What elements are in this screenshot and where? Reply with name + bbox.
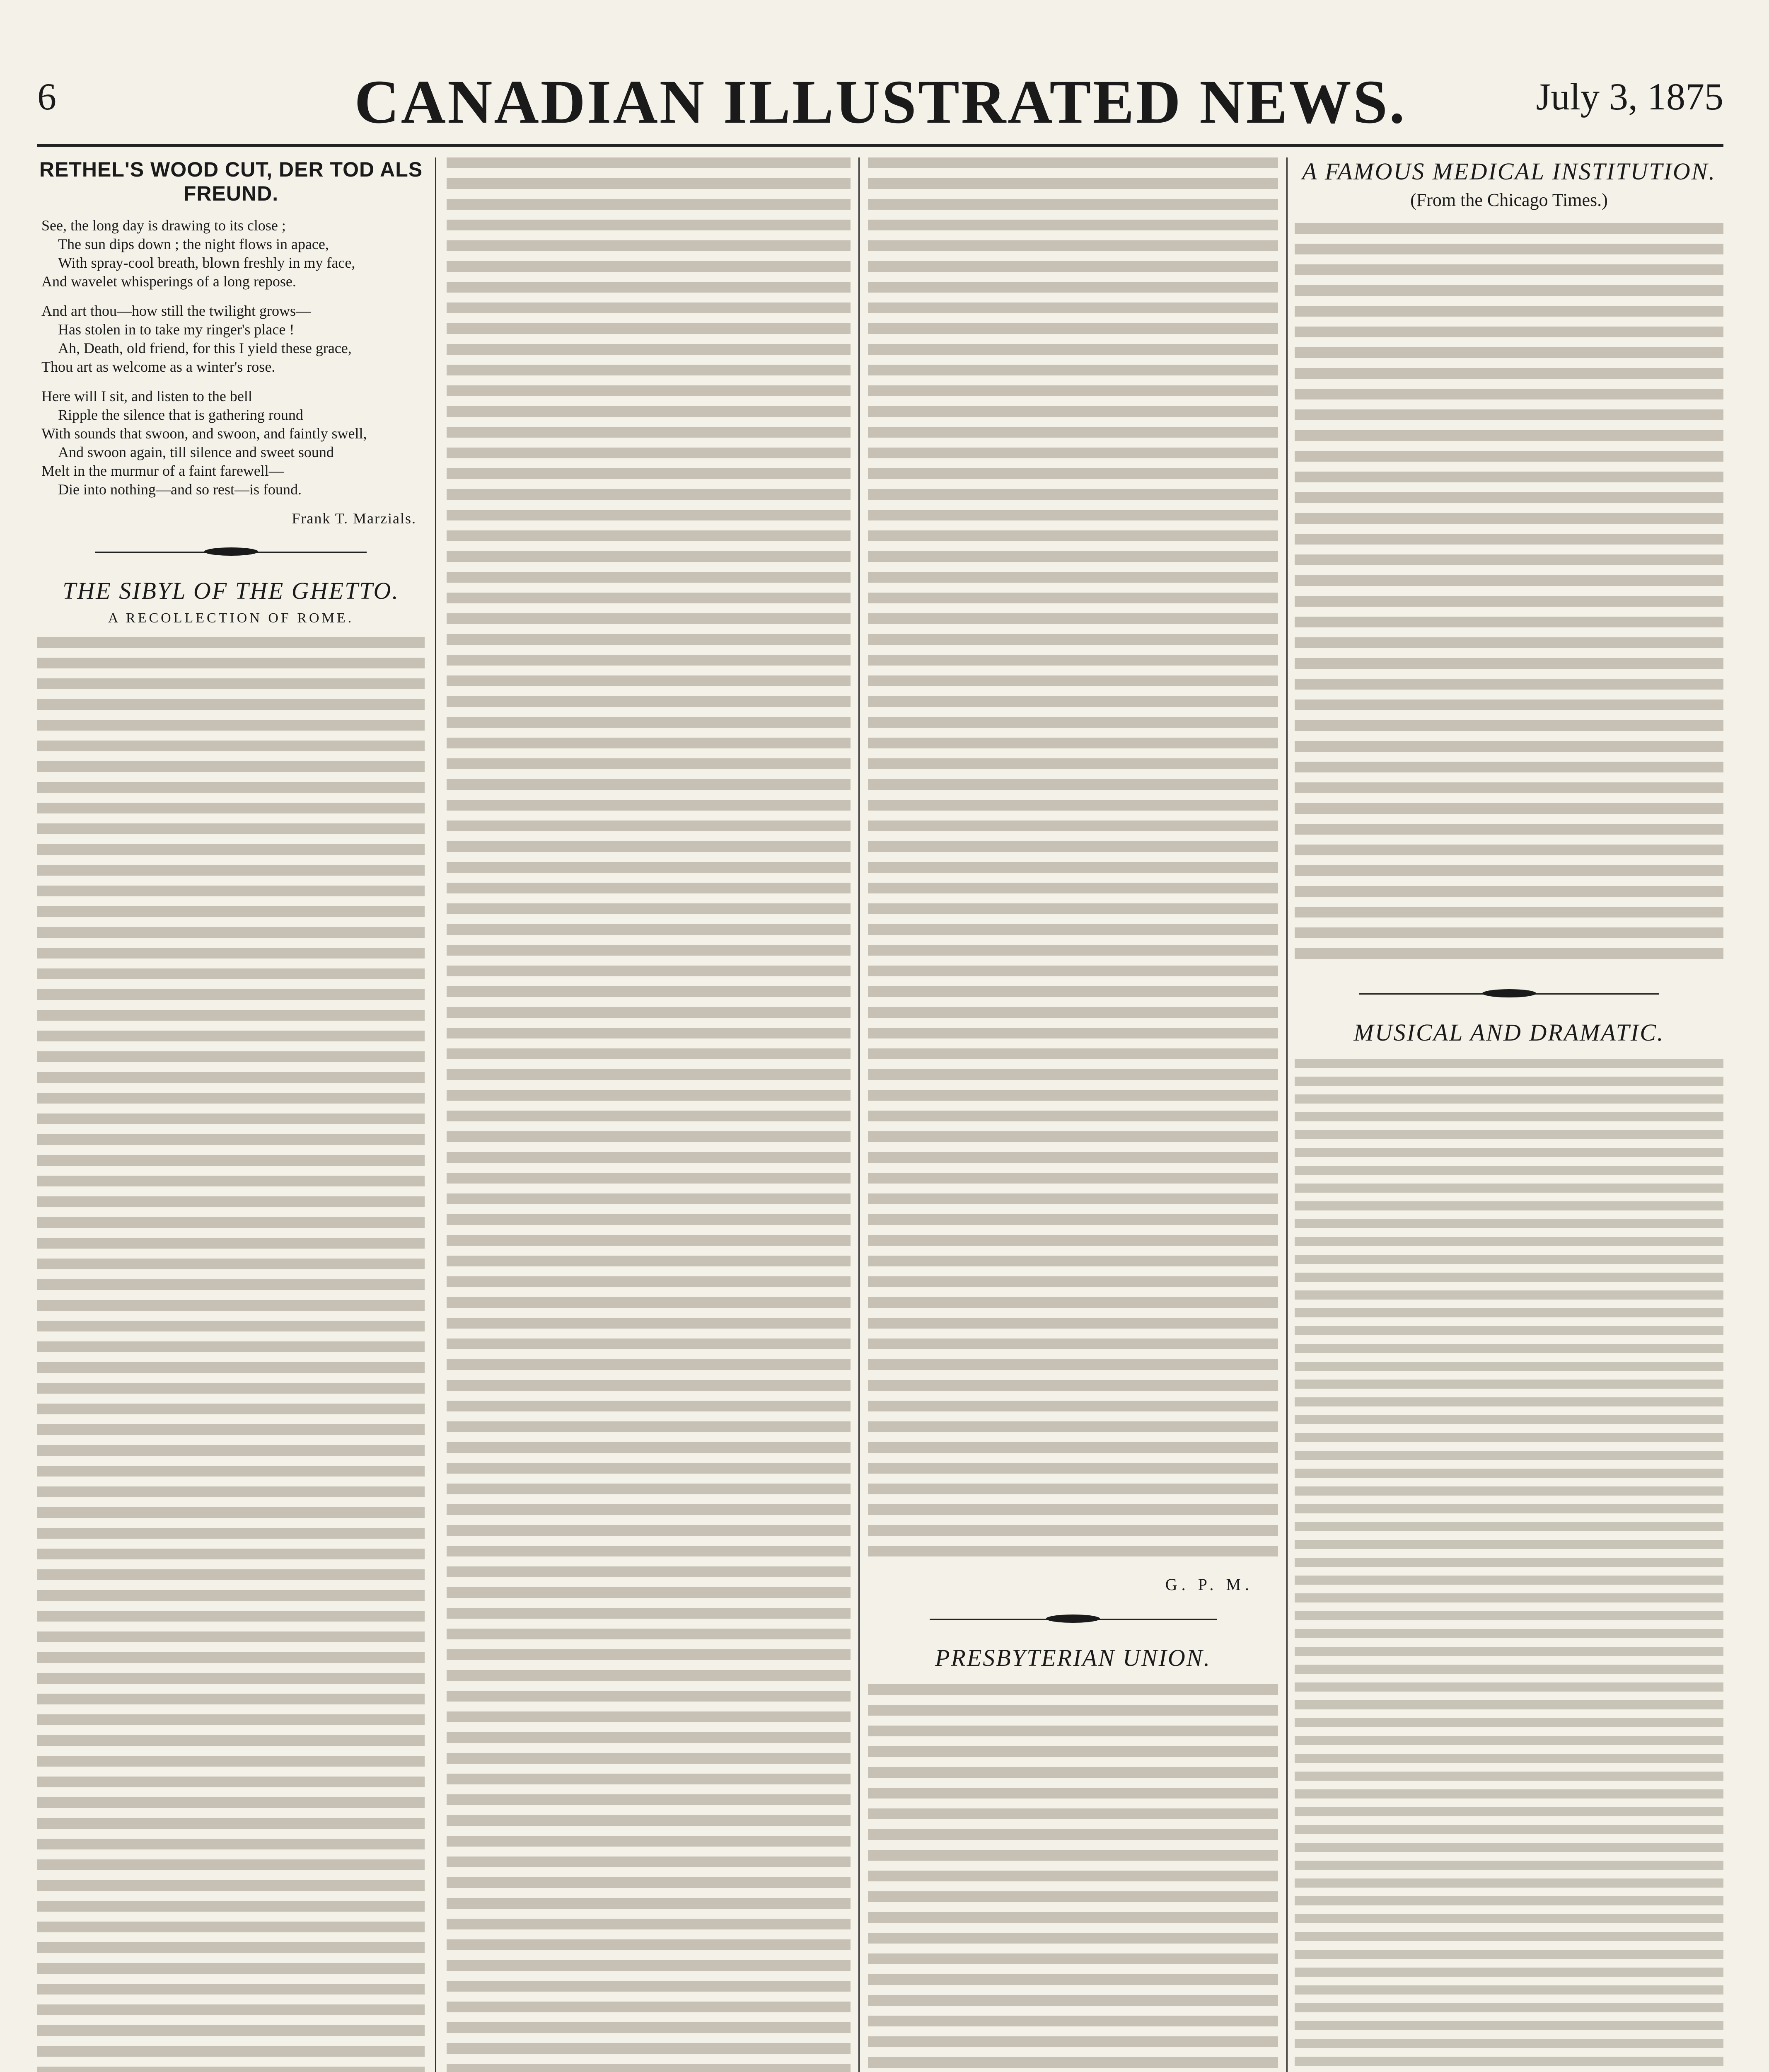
article-source: (From the Chicago Times.) (1410, 190, 1608, 210)
masthead (37, 62, 1723, 145)
section-divider (37, 544, 425, 560)
poem-line: Ripple the silence that is gathering round (58, 407, 303, 423)
poem-line: Here will I sit, and listen to the bell (41, 388, 252, 404)
section-divider (868, 1611, 1278, 1627)
poem-stanza (41, 216, 425, 291)
poem-line: Has stolen in to take my ringer's place ! (58, 321, 295, 338)
article-text-medical (1295, 223, 1723, 969)
masthead-rule (37, 144, 1723, 147)
article-text-sibyl-part-1 (37, 637, 425, 2072)
article-text-sibyl-part-2 (447, 157, 851, 2072)
article-title-presbyterian: PRESBYTERIAN UNION. (935, 1644, 1211, 1671)
poem-line: With sounds that swoon, and swoon, and faintly swell, (41, 425, 367, 442)
article-text-musical (1295, 1059, 1723, 2072)
article-signature: G. P. M. (1165, 1575, 1253, 1594)
poem-stanza (41, 387, 425, 499)
poem-line: Melt in the murmur of a faint farewell— (41, 462, 284, 479)
poem-line: Ah, Death, old friend, for this I yield these grace, (58, 340, 352, 356)
poem-stanza (41, 302, 425, 376)
poem-line: Thou art as welcome as a winter's rose. (41, 358, 276, 375)
article-title-musical: MUSICAL AND DRAMATIC. (1353, 1019, 1665, 1046)
article-title-medical: A FAMOUS MEDICAL INSTITUTION. (1302, 158, 1716, 185)
poem-line: With spray-cool breath, blown freshly in my face, (58, 254, 355, 271)
poem-line: And art thou—how still the twilight grows— (41, 303, 311, 319)
issue-date: July 3, 1875 (1536, 75, 1723, 118)
poem-line: Die into nothing—and so rest—is found. (58, 481, 302, 498)
poem-title: RETHEL'S WOOD CUT, DER TOD ALS FREUND. (39, 158, 423, 205)
article-title-sibyl: THE SIBYL OF THE GHETTO. (63, 577, 399, 604)
column-4 (1295, 157, 1723, 2072)
poem-author: Frank T. Marzials. (292, 510, 416, 527)
poem (41, 216, 425, 499)
column-2 (447, 157, 851, 2072)
section-divider (1295, 985, 1723, 1002)
page-number: 6 (37, 75, 56, 118)
article-subtitle: A RECOLLECTION OF ROME. (108, 610, 354, 626)
column-divider (435, 157, 436, 2072)
column-1 (37, 157, 425, 2072)
poem-line: And wavelet whisperings of a long repose. (41, 273, 296, 290)
column-divider (1286, 157, 1288, 2072)
column-divider (858, 157, 860, 2072)
article-text-sibyl-part-3 (868, 157, 1278, 1566)
poem-line: The sun dips down ; the night flows in apace, (58, 236, 329, 252)
column-3 (868, 157, 1278, 2072)
newspaper-title: CANADIAN ILLUSTRATED NEWS. (354, 68, 1406, 136)
poem-line: See, the long day is drawing to its close ; (41, 217, 286, 234)
poem-line: And swoon again, till silence and sweet sound (58, 444, 334, 460)
article-text-presbyterian (868, 1684, 1278, 2072)
